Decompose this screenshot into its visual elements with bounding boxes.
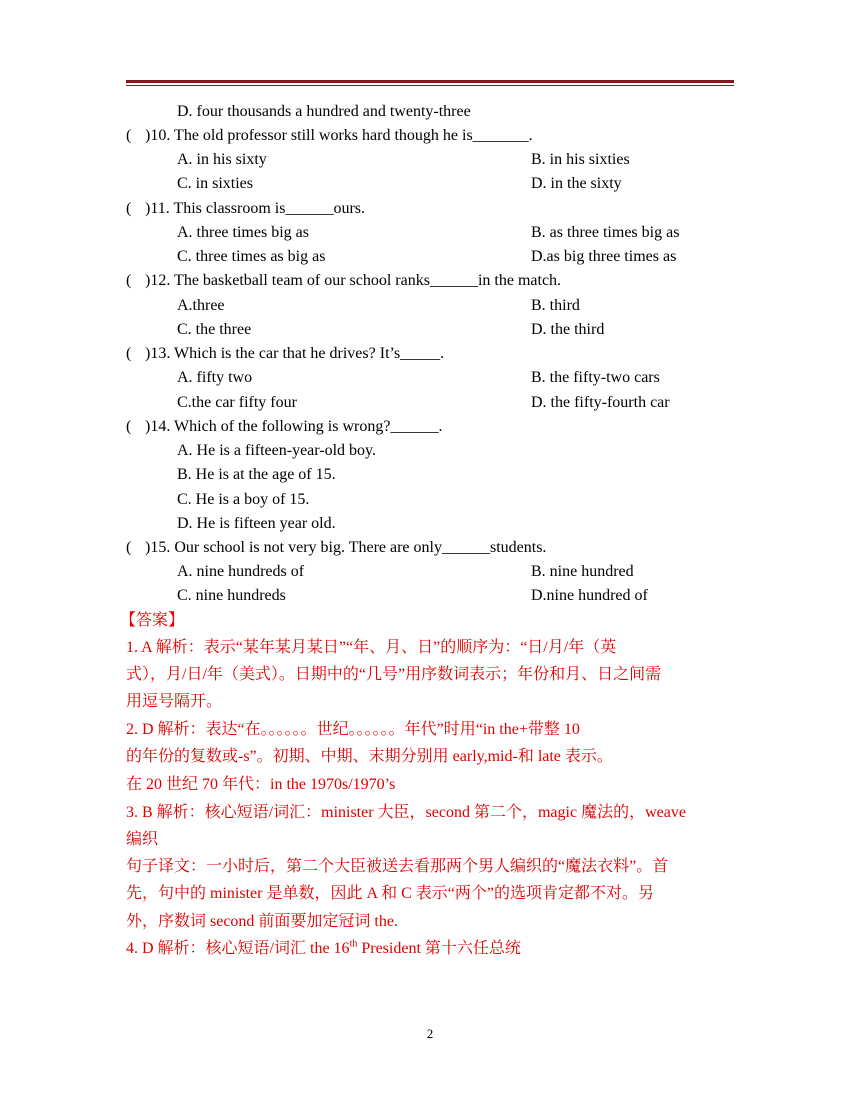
answer-line: 2. D 解析：表达“在。。。。。。世纪。。。。。。年代”时用“in the+带整 10 <box>126 721 580 738</box>
q15-option-a: A. nine hundreds of <box>177 563 305 580</box>
q15-option-c: C. nine hundreds <box>177 587 286 604</box>
q14-option-c: C. He is a boy of 15. <box>177 491 310 508</box>
q10-text: )10. The old professor still works hard though he is_______. <box>145 127 533 144</box>
q12-option-b: B. third <box>531 297 580 314</box>
q14-option-a: A. He is a fifteen-year-old boy. <box>177 442 377 459</box>
q15-option-d: D.nine hundred of <box>531 587 648 604</box>
header-rule-thick <box>126 80 734 83</box>
q11-text: )11. This classroom is______ours. <box>145 200 365 217</box>
answer-line: 在 20 世纪 70 年代：in the 1970s/1970’s <box>126 776 396 793</box>
answer-line: 句子译文：一小时后，第二个大臣被送去看那两个男人编织的“魔法衣料”。首 <box>126 858 669 875</box>
answer-line: 编织 <box>126 831 159 848</box>
q13-option-a: A. fifty two <box>177 369 253 386</box>
q12-paren: ( <box>126 272 132 289</box>
answer-line: 用逗号隔开。 <box>126 693 223 710</box>
q11-option-a: A. three times big as <box>177 224 309 241</box>
q15-text: )15. Our school is not very big. There are only______students. <box>145 539 547 556</box>
q11-option-d: D.as big three times as <box>531 248 677 265</box>
q10-option-c: C. in sixties <box>177 175 254 192</box>
q14-paren: ( <box>126 418 132 435</box>
answer-line: 3. B 解析：核心短语/词汇：minister 大臣，second 第二个，magic 魔法的，weave <box>126 804 686 821</box>
q11-option-c: C. three times as big as <box>177 248 326 265</box>
q13-text: )13. Which is the car that he drives? It’s_____. <box>145 345 445 362</box>
answer-line: 式），月/日/年（美式）。日期中的“几号”用序数词表示；年份和月、日之间需 <box>126 666 662 683</box>
q10-option-d: D. in the sixty <box>531 175 622 192</box>
q13-paren: ( <box>126 345 132 362</box>
q10-option-b: B. in his sixties <box>531 151 630 168</box>
answer-line: 先，句中的 minister 是单数，因此 A 和 C 表示“两个”的选项肯定都不对。另 <box>126 885 654 902</box>
answer-line: 外，序数词 second 前面要加定冠词 the. <box>126 913 398 930</box>
q12-option-d: D. the third <box>531 321 605 338</box>
answer-line: 的年份的复数或-s”。初期、中期、末期分别用 early,mid-和 late 表示。 <box>126 748 613 765</box>
q12-option-a: A.three <box>177 297 225 314</box>
answer-last-superscript: th <box>349 938 358 950</box>
q15-option-b: B. nine hundred <box>531 563 634 580</box>
q13-option-d: D. the fifty-fourth car <box>531 394 670 411</box>
q14-option-d: D. He is fifteen year old. <box>177 515 336 532</box>
q14-option-b: B. He is at the age of 15. <box>177 466 336 483</box>
q11-option-b: B. as three times big as <box>531 224 680 241</box>
q14-text: )14. Which of the following is wrong?______. <box>145 418 443 435</box>
q12-text: )12. The basketball team of our school ranks______in the match. <box>145 272 562 289</box>
q13-option-b: B. the fifty-two cars <box>531 369 660 386</box>
q9-option-d: D. four thousands a hundred and twenty-three <box>177 103 471 120</box>
page-number: 2 <box>426 1026 434 1041</box>
answer-line: 1. A 解析：表示“某年某月某日”“年、月、日”的顺序为：“日/月/年（英 <box>126 639 617 656</box>
q10-option-a: A. in his sixty <box>177 151 267 168</box>
header-rule-thin <box>126 85 734 86</box>
answer-last-pre: 4. D 解析：核心短语/词汇 the 16 <box>126 940 350 957</box>
q13-option-c: C.the car fifty four <box>177 394 297 411</box>
q12-option-c: C. the three <box>177 321 252 338</box>
q15-paren: ( <box>126 539 132 556</box>
answer-line-last <box>126 939 521 959</box>
q10-paren: ( <box>126 127 132 144</box>
answer-last-post: President 第十六任总统 <box>357 940 521 957</box>
q11-paren: ( <box>126 200 132 217</box>
answer-heading: 【答案】 <box>120 612 185 629</box>
